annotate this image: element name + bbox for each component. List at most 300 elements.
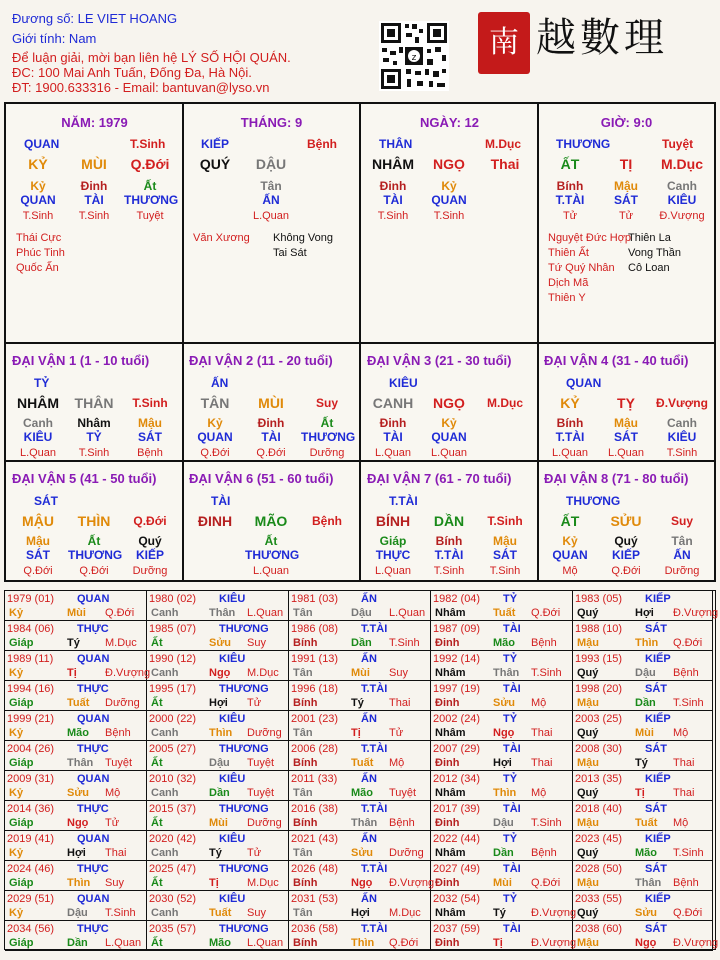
year-phase: Đ.Vượng bbox=[389, 877, 435, 889]
year-god: TÀI bbox=[503, 623, 521, 635]
year-stem: Mậu bbox=[577, 697, 599, 709]
year-branch: Dậu bbox=[493, 817, 514, 829]
year-stem: Canh bbox=[151, 727, 179, 739]
luck-stem: ẤT bbox=[560, 513, 580, 529]
address-line: ĐC: 100 Mai Anh Tuấn, Đống Đa, Hà Nội. bbox=[12, 65, 252, 80]
luck-stem: MẬU bbox=[22, 513, 54, 529]
year-phase: Q.Đới bbox=[105, 607, 135, 619]
year-label: 1986 (08) bbox=[291, 623, 339, 635]
year-phase: Suy bbox=[247, 637, 266, 649]
year-god: SÁT bbox=[645, 803, 667, 815]
year-stem: Bính bbox=[293, 937, 318, 949]
year-stem: Quý bbox=[577, 667, 599, 679]
year-phase: Mộ bbox=[389, 757, 405, 769]
luck-branch: SỬU bbox=[610, 513, 642, 529]
pillar-main-0: NHÂM bbox=[372, 156, 414, 172]
luck-phase: Suy bbox=[315, 396, 338, 410]
luck-hidden-stem: Ất bbox=[264, 534, 278, 548]
luck-stem: CANH bbox=[372, 395, 414, 411]
year-phase: Mộ bbox=[531, 787, 547, 799]
year-cell bbox=[573, 921, 719, 951]
year-god: KIẾP bbox=[645, 713, 671, 725]
luck-hidden-god: SÁT bbox=[138, 430, 162, 444]
year-cell bbox=[147, 771, 289, 801]
year-cell bbox=[289, 801, 431, 831]
year-cell bbox=[5, 861, 147, 891]
luck-branch: THÌN bbox=[77, 513, 111, 529]
year-phase: Q.Đới bbox=[673, 907, 703, 919]
brand-title: 越數理 bbox=[536, 15, 668, 61]
year-cell bbox=[573, 771, 713, 801]
year-branch: Tuất bbox=[209, 907, 232, 919]
year-branch: Dần bbox=[351, 637, 372, 649]
year-phase: Bệnh bbox=[673, 667, 699, 679]
luck-hidden-god: THƯƠNG bbox=[68, 548, 123, 562]
luck-stem: TÂN bbox=[200, 395, 230, 411]
year-stem: Mậu bbox=[577, 757, 599, 769]
luck-title: ĐẠI VẬN 3 (21 - 30 tuổi) bbox=[367, 353, 512, 368]
luck-god: THƯƠNG bbox=[566, 494, 621, 508]
pillar-main-1: MÙI bbox=[81, 156, 107, 172]
year-label: 2000 (22) bbox=[149, 713, 197, 725]
luck-hidden-phase: Bệnh bbox=[137, 447, 163, 459]
year-label: 2012 (34) bbox=[433, 773, 481, 785]
qr-code[interactable] bbox=[379, 21, 449, 91]
year-stem: Tân bbox=[293, 667, 313, 679]
hidden-stem: Tân bbox=[260, 179, 282, 193]
year-stem: Tân bbox=[293, 847, 313, 859]
year-god: ẤN bbox=[361, 653, 377, 665]
luck-hidden-phase: T.Sinh bbox=[78, 447, 110, 459]
year-god: KIẾP bbox=[645, 893, 671, 905]
year-cell bbox=[431, 861, 573, 891]
year-god: THƯƠNG bbox=[219, 623, 269, 635]
year-stem: Kỷ bbox=[9, 727, 24, 739]
year-cell bbox=[5, 591, 147, 621]
year-phase: Q.Đới bbox=[531, 607, 561, 619]
year-branch: Mùi bbox=[493, 877, 512, 889]
year-stem: Canh bbox=[151, 607, 179, 619]
year-cell bbox=[431, 591, 573, 621]
year-branch: Tý bbox=[493, 907, 506, 919]
year-god: TÀI bbox=[503, 863, 521, 875]
year-god: T.TÀI bbox=[361, 743, 388, 755]
year-god: KIẾP bbox=[645, 773, 671, 785]
year-label: 2013 (35) bbox=[575, 773, 623, 785]
luck-hidden-stem: Mậu bbox=[614, 416, 638, 430]
year-cell bbox=[147, 921, 289, 951]
year-label: 1999 (21) bbox=[7, 713, 55, 725]
luck-title: ĐẠI VẬN 6 (51 - 60 tuổi) bbox=[189, 471, 334, 486]
year-cell bbox=[431, 891, 577, 921]
year-cell bbox=[147, 651, 289, 681]
pillar-god: KIẾP bbox=[201, 137, 230, 151]
year-cell bbox=[573, 711, 713, 741]
year-stem: Nhâm bbox=[435, 787, 466, 799]
year-stem: Kỷ bbox=[9, 907, 24, 919]
year-branch: Sửu bbox=[209, 637, 232, 649]
year-phase: Đ.Vượng bbox=[531, 907, 577, 919]
luck-hidden-phase: Q.Đới bbox=[79, 565, 109, 577]
year-branch: Thân bbox=[351, 817, 378, 829]
year-cell bbox=[5, 651, 151, 681]
luck-hidden-phase: Dưỡng bbox=[132, 565, 168, 577]
year-phase: Thai bbox=[105, 847, 127, 859]
year-branch: Thân bbox=[67, 757, 94, 769]
year-branch: Thìn bbox=[635, 637, 659, 649]
annual-luck-table bbox=[4, 590, 719, 950]
year-label: 1992 (14) bbox=[433, 653, 481, 665]
year-stem: Mậu bbox=[577, 637, 599, 649]
year-phase: Tuyệt bbox=[105, 757, 133, 769]
year-stem: Nhâm bbox=[435, 607, 466, 619]
gender: Giới tính: Nam bbox=[12, 31, 97, 46]
owner-name: Đương số: LE VIET HOANG bbox=[12, 11, 178, 26]
year-stem: Ất bbox=[151, 757, 163, 769]
year-cell bbox=[147, 681, 289, 711]
year-stem: Đinh bbox=[435, 817, 460, 829]
year-branch: Tuất bbox=[67, 697, 90, 709]
year-phase: Tử bbox=[247, 697, 262, 709]
year-god: T.TÀI bbox=[361, 683, 388, 695]
year-branch: Dậu bbox=[351, 607, 372, 619]
year-phase: Đ.Vượng bbox=[531, 937, 577, 949]
year-stem: Đinh bbox=[435, 697, 460, 709]
hidden-phase: Tử bbox=[562, 210, 578, 222]
year-phase: T.Sinh bbox=[673, 847, 704, 859]
year-god: KIÊU bbox=[219, 593, 246, 605]
year-god: TỶ bbox=[503, 713, 518, 725]
year-cell bbox=[289, 711, 431, 741]
year-branch: Mão bbox=[351, 787, 373, 799]
luck-branch: TỴ bbox=[617, 395, 635, 411]
year-stem: Quý bbox=[577, 787, 599, 799]
year-stem: Quý bbox=[577, 847, 599, 859]
year-god: ẤN bbox=[361, 893, 377, 905]
year-branch: Ngọ bbox=[493, 727, 515, 739]
year-god: TÀI bbox=[503, 923, 521, 935]
year-cell bbox=[573, 681, 713, 711]
luck-title: ĐẠI VẬN 7 (61 - 70 tuổi) bbox=[367, 471, 512, 486]
year-label: 1979 (01) bbox=[7, 593, 55, 605]
luck-title: ĐẠI VẬN 8 (71 - 80 tuổi) bbox=[544, 471, 689, 486]
luck-branch: MÃO bbox=[254, 513, 288, 529]
year-label: 2015 (37) bbox=[149, 803, 197, 815]
hidden-stem: Bính bbox=[556, 179, 584, 193]
hidden-phase: Đ.Vượng bbox=[659, 210, 705, 222]
luck-hidden-phase: L.Quan bbox=[430, 447, 468, 459]
luck-hidden-god: QUAN bbox=[552, 548, 588, 562]
luck-hidden-phase: L.Quan bbox=[607, 447, 645, 459]
star: Thiên Y bbox=[548, 292, 586, 304]
pillar-title: NGÀY: 12 bbox=[420, 115, 479, 130]
year-god: THỰC bbox=[77, 803, 109, 815]
year-god: SÁT bbox=[645, 923, 667, 935]
luck-hidden-stem: Canh bbox=[23, 416, 53, 430]
year-phase: Bệnh bbox=[673, 877, 699, 889]
hidden-god: ẤN bbox=[262, 193, 280, 207]
luck-hidden-stem: Nhâm bbox=[77, 416, 111, 430]
year-cell bbox=[5, 741, 147, 771]
year-stem: Canh bbox=[151, 787, 179, 799]
hidden-phase: L.Quan bbox=[252, 210, 290, 222]
year-god: TỶ bbox=[503, 893, 518, 905]
year-god: QUAN bbox=[77, 773, 110, 785]
luck-cell bbox=[6, 344, 184, 462]
luck-hidden-phase: Q.Đới bbox=[200, 447, 230, 459]
hidden-phase: Tuyệt bbox=[136, 210, 164, 222]
year-branch: Mùi bbox=[635, 727, 654, 739]
year-branch: Tuất bbox=[351, 757, 374, 769]
hidden-phase: T.Sinh bbox=[433, 210, 465, 222]
year-cell bbox=[289, 651, 431, 681]
year-branch: Dậu bbox=[635, 667, 656, 679]
luck-hidden-stem: Canh bbox=[667, 416, 697, 430]
luck-hidden-god: TỶ bbox=[86, 430, 102, 444]
year-branch: Thìn bbox=[351, 937, 375, 949]
pillar-god: THÂN bbox=[379, 137, 413, 151]
luck-hidden-phase: T.Sinh bbox=[489, 565, 521, 577]
year-label: 2034 (56) bbox=[7, 923, 55, 935]
year-branch: Tuất bbox=[635, 817, 658, 829]
hidden-stem: Canh bbox=[667, 179, 697, 193]
year-stem: Ất bbox=[151, 817, 163, 829]
year-stem: Ất bbox=[151, 937, 163, 949]
luck-hidden-god: SÁT bbox=[614, 430, 638, 444]
year-cell bbox=[289, 591, 431, 621]
year-cell bbox=[147, 591, 289, 621]
year-stem: Mậu bbox=[577, 937, 599, 949]
luck-cell bbox=[183, 344, 361, 462]
hidden-phase: Tử bbox=[618, 210, 634, 222]
luck-hidden-phase: Q.Đới bbox=[256, 447, 286, 459]
pillar-main-1: NGỌ bbox=[433, 156, 465, 172]
year-label: 2005 (27) bbox=[149, 743, 197, 755]
luck-god: ẤN bbox=[211, 376, 229, 390]
year-stem: Giáp bbox=[9, 877, 34, 889]
year-god: SÁT bbox=[645, 623, 667, 635]
year-phase: Dưỡng bbox=[247, 817, 282, 829]
luck-hidden-god: TÀI bbox=[383, 430, 403, 444]
year-label: 1980 (02) bbox=[149, 593, 197, 605]
luck-phase: Q.Đới bbox=[133, 514, 167, 528]
star: Tứ Quý Nhân bbox=[548, 262, 615, 274]
pillar-main-2: M.Dục bbox=[661, 156, 703, 172]
year-phase: Tử bbox=[105, 817, 120, 829]
year-label: 1985 (07) bbox=[149, 623, 197, 635]
year-phase: Tuyệt bbox=[389, 787, 417, 799]
year-cell bbox=[147, 621, 289, 651]
luck-branch: DẦN bbox=[433, 513, 465, 529]
year-god: THƯƠNG bbox=[219, 743, 269, 755]
year-branch: Thìn bbox=[493, 787, 517, 799]
year-label: 2032 (54) bbox=[433, 893, 481, 905]
hidden-god: THƯƠNG bbox=[124, 193, 179, 207]
luck-hidden-god: T.TÀI bbox=[434, 548, 464, 562]
year-stem: Tân bbox=[293, 907, 313, 919]
year-cell bbox=[289, 861, 435, 891]
year-label: 2020 (42) bbox=[149, 833, 197, 845]
luck-phase: Bệnh bbox=[312, 514, 342, 528]
year-stem: Tân bbox=[293, 787, 313, 799]
year-label: 2036 (58) bbox=[291, 923, 339, 935]
star: Thái Cực bbox=[16, 232, 62, 244]
year-branch: Ngọ bbox=[351, 877, 373, 889]
year-label: 1996 (18) bbox=[291, 683, 339, 695]
year-phase: Đ.Vượng bbox=[105, 667, 151, 679]
year-phase: T.Sinh bbox=[531, 817, 562, 829]
year-god: TÀI bbox=[503, 803, 521, 815]
year-stem: Canh bbox=[151, 847, 179, 859]
year-god: KIẾP bbox=[645, 833, 671, 845]
hidden-stem: Ất bbox=[143, 179, 157, 193]
star: Thiên Ất bbox=[548, 247, 589, 259]
year-stem: Kỷ bbox=[9, 667, 24, 679]
pillar-phase: M.Dục bbox=[485, 137, 521, 151]
luck-hidden-stem: Kỷ bbox=[207, 416, 223, 430]
year-cell bbox=[5, 711, 147, 741]
year-phase: Mộ bbox=[531, 697, 547, 709]
year-cell bbox=[289, 741, 431, 771]
year-label: 1991 (13) bbox=[291, 653, 339, 665]
hidden-god: KIÊU bbox=[667, 193, 697, 207]
year-label: 2022 (44) bbox=[433, 833, 481, 845]
luck-cell bbox=[183, 462, 361, 580]
year-branch: Sửu bbox=[635, 907, 658, 919]
year-cell bbox=[147, 891, 289, 921]
year-god: SÁT bbox=[645, 863, 667, 875]
year-phase: Tử bbox=[247, 847, 262, 859]
year-god: THỰC bbox=[77, 623, 109, 635]
year-stem: Giáp bbox=[9, 697, 34, 709]
year-label: 1990 (12) bbox=[149, 653, 197, 665]
year-cell bbox=[5, 921, 147, 951]
year-stem: Bính bbox=[293, 817, 318, 829]
year-god: KIÊU bbox=[219, 713, 246, 725]
year-phase: M.Dục bbox=[247, 667, 279, 679]
year-stem: Giáp bbox=[9, 817, 34, 829]
year-phase: Dưỡng bbox=[105, 697, 140, 709]
luck-cell bbox=[361, 344, 539, 462]
pillar-cell bbox=[183, 104, 361, 344]
year-stem: Canh bbox=[151, 907, 179, 919]
year-cell bbox=[431, 921, 577, 951]
year-cell bbox=[5, 681, 147, 711]
year-cell bbox=[289, 921, 431, 951]
year-label: 2017 (39) bbox=[433, 803, 481, 815]
year-label: 2014 (36) bbox=[7, 803, 55, 815]
luck-hidden-phase: Dưỡng bbox=[309, 447, 345, 459]
year-cell bbox=[289, 771, 431, 801]
year-phase: Thai bbox=[673, 757, 695, 769]
hidden-god: T.TÀI bbox=[555, 193, 585, 207]
year-cell bbox=[147, 801, 289, 831]
luck-phase: T.Sinh bbox=[487, 514, 523, 528]
luck-hidden-phase: Q.Đới bbox=[611, 565, 641, 577]
hidden-stem: Đinh bbox=[80, 179, 108, 193]
year-label: 2010 (32) bbox=[149, 773, 197, 785]
luck-hidden-stem: Mậu bbox=[138, 416, 162, 430]
pillar-main-1: TỊ bbox=[619, 156, 633, 172]
year-branch: Tị bbox=[67, 667, 77, 679]
hidden-phase: T.Sinh bbox=[22, 210, 54, 222]
year-god: QUAN bbox=[77, 893, 110, 905]
year-god: ẤN bbox=[361, 833, 377, 845]
year-cell bbox=[431, 741, 573, 771]
year-label: 2037 (59) bbox=[433, 923, 481, 935]
year-phase: Tử bbox=[389, 727, 404, 739]
luck-hidden-phase: L.Quan bbox=[252, 565, 290, 577]
luck-hidden-stem: Kỷ bbox=[441, 416, 457, 430]
luck-god: TÀI bbox=[211, 494, 231, 508]
year-branch: Thìn bbox=[67, 877, 91, 889]
luck-phase: T.Sinh bbox=[132, 396, 168, 410]
year-branch: Dần bbox=[67, 937, 88, 949]
year-god: SÁT bbox=[645, 743, 667, 755]
luck-hidden-god: THƯƠNG bbox=[301, 430, 356, 444]
luck-hidden-god: KIẾP bbox=[611, 548, 640, 562]
luck-branch: NGỌ bbox=[433, 395, 465, 411]
year-branch: Mùi bbox=[351, 667, 370, 679]
year-label: 1998 (20) bbox=[575, 683, 623, 695]
luck-hidden-stem: Kỷ bbox=[562, 534, 578, 548]
year-label: 1997 (19) bbox=[433, 683, 481, 695]
luck-hidden-phase: L.Quan bbox=[551, 447, 589, 459]
year-phase: T.Sinh bbox=[531, 667, 562, 679]
year-stem: Giáp bbox=[9, 937, 34, 949]
year-phase: Bệnh bbox=[389, 817, 415, 829]
year-phase: Mộ bbox=[673, 817, 689, 829]
year-stem: Quý bbox=[577, 907, 599, 919]
luck-hidden-stem: Tân bbox=[671, 534, 693, 548]
year-phase: T.Sinh bbox=[673, 697, 704, 709]
luck-branch: THÂN bbox=[74, 395, 114, 411]
year-phase: L.Quan bbox=[247, 607, 284, 619]
year-cell bbox=[431, 711, 573, 741]
year-god: QUAN bbox=[77, 833, 110, 845]
year-label: 1993 (15) bbox=[575, 653, 623, 665]
luck-hidden-stem: Đinh bbox=[257, 416, 285, 430]
year-phase: L.Quan bbox=[105, 937, 142, 949]
luck-hidden-stem: Ất bbox=[320, 416, 334, 430]
year-label: 2018 (40) bbox=[575, 803, 623, 815]
year-god: TÀI bbox=[503, 683, 521, 695]
header bbox=[0, 0, 720, 100]
year-god: ẤN bbox=[361, 773, 377, 785]
year-phase: T.Sinh bbox=[389, 637, 420, 649]
contact-line: Để luận giải, mời bạn liên hệ LÝ SỐ HỘI QUÁN. bbox=[12, 50, 291, 65]
year-god: THƯƠNG bbox=[219, 923, 269, 935]
year-label: 2008 (30) bbox=[575, 743, 623, 755]
luck-hidden-stem: Bính bbox=[556, 416, 584, 430]
year-label: 2011 (33) bbox=[291, 773, 338, 785]
year-branch: Tuất bbox=[493, 607, 516, 619]
luck-phase: Suy bbox=[670, 514, 693, 528]
year-god: T.TÀI bbox=[361, 623, 388, 635]
year-branch: Ngọ bbox=[635, 937, 657, 949]
year-branch: Tị bbox=[209, 877, 219, 889]
pillar-main-0: QUÝ bbox=[199, 156, 231, 172]
luck-hidden-stem: Mậu bbox=[493, 534, 517, 548]
pillar-main-1: DẬU bbox=[255, 156, 287, 172]
luck-hidden-god: THƯƠNG bbox=[245, 548, 300, 562]
year-phase: Suy bbox=[389, 667, 408, 679]
luck-hidden-god: TÀI bbox=[261, 430, 281, 444]
year-label: 2030 (52) bbox=[149, 893, 197, 905]
svg-text:z: z bbox=[411, 53, 417, 63]
year-stem: Mậu bbox=[577, 877, 599, 889]
pillar-main-0: KỶ bbox=[28, 156, 48, 172]
